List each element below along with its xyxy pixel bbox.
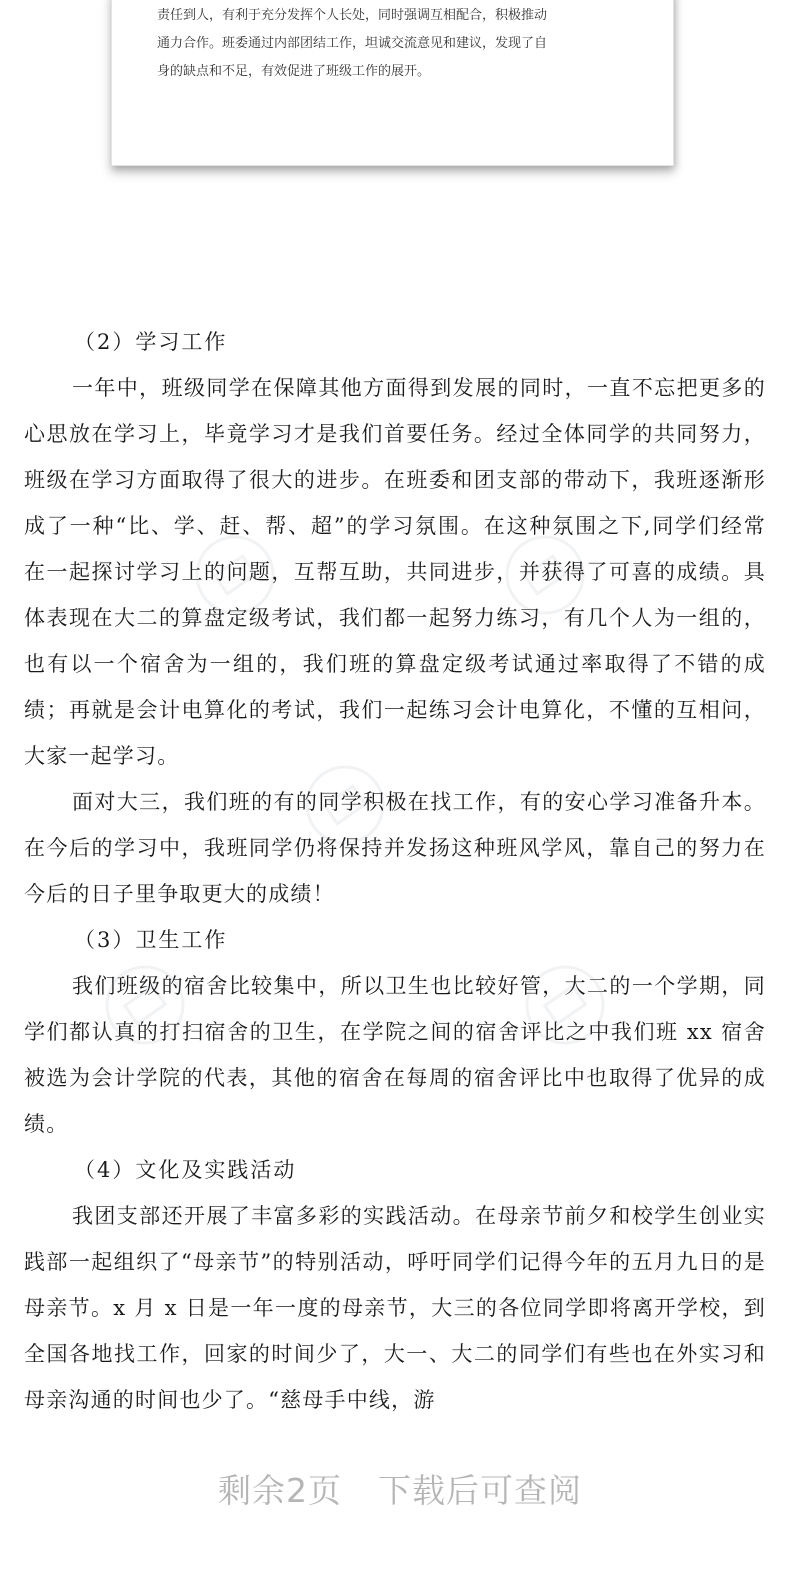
preview-text	[157, 2, 637, 86]
paragraph: 一年中，班级同学在保障其他方面得到发展的同时，一直不忘把更多的心思放在学习上，毕竟学习才是我们首要任务。经过全体同学的共同努力，班级在学习方面取得了很大的进步。在班委和团支部的带动下，我班逐渐形成了一种“比、学、赶、帮、超”的学习氛围。在这种氛围之下,同学们经常在一起探讨学习上的问题，互帮互助，共同进步，并获得了可喜的成绩。具体表现在大二的算盘定级考试，我们都一起努力练习，有几个人为一组的，也有以一个宿舍为一组的，我们班的算盘定级考试通过率取得了不错的成绩；再就是会计电算化的考试，我们一起练习会计电算化，不懂的互相问，大家一起学习。	[24, 376, 766, 768]
previous-page-preview	[111, 0, 674, 166]
download-notice[interactable]	[0, 1465, 800, 1512]
download-prompt-text: 下载后可查阅	[378, 1471, 582, 1510]
remaining-pages-text: 剩余2页	[218, 1471, 342, 1510]
preview-line: 责任到人，有利于充分发挥个人长处，同时强调互相配合，积极推动	[157, 8, 548, 23]
preview-line: 身的缺点和不足，有效促进了班级工作的展开。	[157, 64, 431, 79]
section-heading-culture: （4）文化及实践活动	[74, 1158, 297, 1182]
paragraph: 面对大三，我们班的有的同学积极在找工作，有的安心学习准备升本。在今后的学习中，我班同学仍将保持并发扬这种班风学风，靠自己的努力在今后的日子里争取更大的成绩！	[24, 790, 766, 906]
preview-line: 通力合作。班委通过内部团结工作，坦诚交流意见和建议，发现了自	[157, 36, 548, 51]
document-body	[24, 319, 766, 1423]
section-heading-hygiene: （3）卫生工作	[74, 928, 228, 952]
section-heading-study: （2）学习工作	[74, 330, 228, 354]
paragraph: 我们班级的宿舍比较集中，所以卫生也比较好管，大二的一个学期，同学们都认真的打扫宿舍的卫生，在学院之间的宿舍评比之中我们班 xx 宿舍被选为会计学院的代表，其他的宿舍在每周的宿舍评比中也取得了优异的成绩。	[24, 974, 766, 1136]
paragraph: 我团支部还开展了丰富多彩的实践活动。在母亲节前夕和校学生创业实践部一起组织了“母亲节”的特别活动，呼吁同学们记得今年的五月九日的是母亲节。x 月 x 日是一年一度的母亲节，大三的各位同学即将离开学校，到全国各地找工作，回家的时间少了，大一、大二的同学们有些也在外实习和母亲沟通的时间也少了。“慈母手中线，游	[24, 1204, 766, 1412]
